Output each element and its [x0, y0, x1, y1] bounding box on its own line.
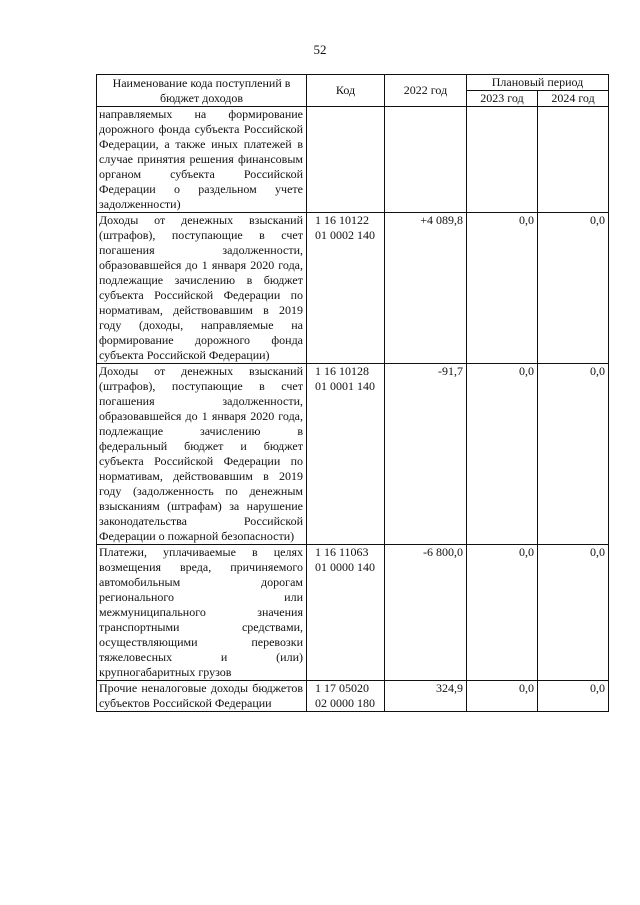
row-name: Доходы от денежных взысканий (штрафов), поступающие в счет погашения задолженности, образовавшейся до 1 января 2020 года, подлежащие зачислению в бюджет субъекта Российской Федерации по нормативам, действовавшим в 2019 году (доходы, направляемые на формирование дорожного фонда субъекта Российской Федерации) — [97, 213, 307, 364]
row-name: Платежи, уплачиваемые в целях возмещения вреда, причиняемого автомобильным дорогам регионального или межмуниципального значения транспортными средствами, осуществляющими перевозки тяжеловесных и (или) крупногабаритных грузов — [97, 545, 307, 681]
row-2024: 0,0 — [538, 213, 609, 364]
table-row — [97, 681, 609, 712]
header-planned-period: Плановый период — [467, 75, 609, 91]
row-2023: 0,0 — [467, 681, 538, 712]
row-2024: 0,0 — [538, 545, 609, 681]
row-2022: -6 800,0 — [385, 545, 467, 681]
row-code: 1 16 10122 01 0002 140 — [307, 213, 385, 364]
row-code: 1 16 10128 01 0001 140 — [307, 364, 385, 545]
row-2023: 0,0 — [467, 545, 538, 681]
header-2024: 2024 год — [538, 91, 609, 107]
row-2024 — [538, 107, 609, 213]
page-number: 52 — [313, 42, 327, 57]
header-name: Наименование кода поступлений в бюджет доходов — [97, 75, 307, 107]
row-2024: 0,0 — [538, 681, 609, 712]
row-2022: +4 089,8 — [385, 213, 467, 364]
header-code: Код — [307, 75, 385, 107]
row-name: Прочие неналоговые доходы бюджетов субъектов Российской Федерации — [97, 681, 307, 712]
budget-revenue-table — [96, 74, 609, 712]
row-2023: 0,0 — [467, 213, 538, 364]
row-name: направляемых на формирование дорожного фонда субъекта Российской Федерации, а также иных платежей в случае принятия решения финансовым органом субъекта Российской Федерации о раздельном учете задолженности) — [97, 107, 307, 213]
header-2023: 2023 год — [467, 91, 538, 107]
row-name: Доходы от денежных взысканий (штрафов), поступающие в счет погашения задолженности, образовавшейся до 1 января 2020 года, подлежащие зачислению в федеральный бюджет и бюджет субъекта Российской Федерации по нормативам, действовавшим в 2019 году (задолженность по денежным взысканиям (штрафам) за нарушение законодательства Российской Федерации о пожарной безопасности) — [97, 364, 307, 545]
row-2024: 0,0 — [538, 364, 609, 545]
row-code: 1 17 05020 02 0000 180 — [307, 681, 385, 712]
table-row — [97, 364, 609, 545]
row-2022: -91,7 — [385, 364, 467, 545]
row-code — [307, 107, 385, 213]
row-2022: 324,9 — [385, 681, 467, 712]
row-2023: 0,0 — [467, 364, 538, 545]
table-row — [97, 213, 609, 364]
row-2022 — [385, 107, 467, 213]
table-row — [97, 107, 609, 213]
header-2022: 2022 год — [385, 75, 467, 107]
row-code: 1 16 11063 01 0000 140 — [307, 545, 385, 681]
row-2023 — [467, 107, 538, 213]
table-row — [97, 545, 609, 681]
